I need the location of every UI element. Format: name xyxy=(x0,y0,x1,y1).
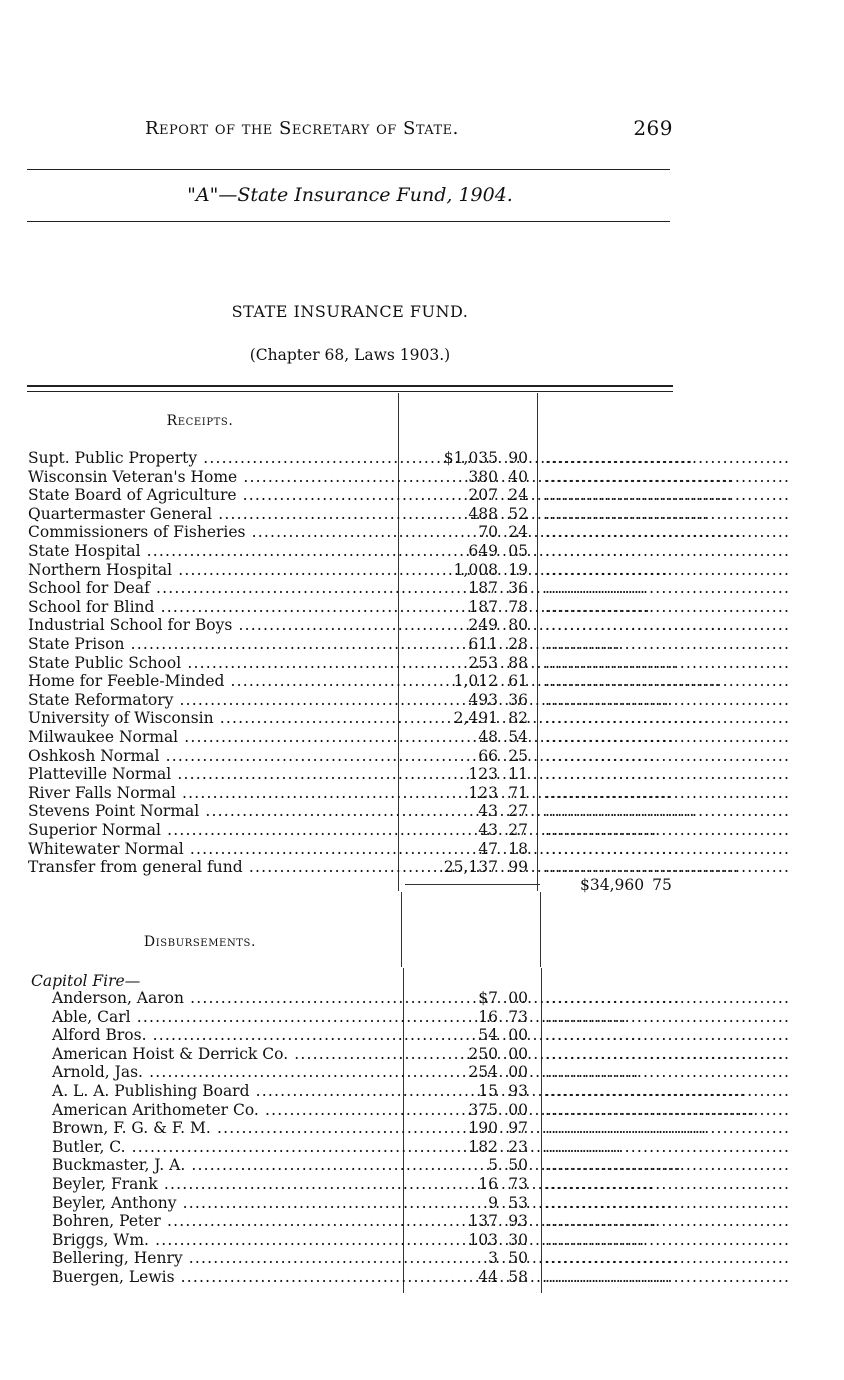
row-cents: 00 xyxy=(508,1063,528,1082)
row-cents: 00 xyxy=(508,1100,528,1119)
row-dollars: 123 xyxy=(468,765,498,784)
row-leader: ........................................ xyxy=(545,839,791,858)
row-cents: 36 xyxy=(508,690,528,709)
table-row xyxy=(0,802,844,821)
row-label: Anderson, Aaron ..... xyxy=(52,989,396,1008)
row-dollars: 2,491 xyxy=(453,709,498,728)
row-label: State Board of Agriculture ..... xyxy=(28,486,394,505)
row-label: Northern Hospital ..... xyxy=(28,561,394,580)
row-cents: 25 xyxy=(508,746,528,765)
row-leader: ........................................ xyxy=(545,709,791,728)
row-leader: ........................................ xyxy=(545,1082,791,1100)
table-row xyxy=(0,523,844,542)
row-label: Platteville Normal ..... xyxy=(28,765,394,784)
row-leader: ........................................ xyxy=(545,579,791,598)
row-leader: ........................................ xyxy=(545,728,791,746)
row-label: American Hoist & Derrick Co. ..... xyxy=(52,1045,396,1064)
table-row xyxy=(0,672,844,691)
row-cents: 19 xyxy=(508,560,528,579)
table-row xyxy=(0,1063,844,1082)
row-leader: ........................................ xyxy=(545,1175,791,1193)
row-label: Arnold, Jas. ..... xyxy=(52,1063,396,1082)
table-row xyxy=(0,1082,844,1101)
row-leader: ........................................ xyxy=(545,1193,791,1212)
row-cents: 24 xyxy=(508,486,528,505)
row-label: Oshkosh Normal ..... xyxy=(28,747,394,766)
row-leader: ........................................ xyxy=(545,1230,791,1249)
table-row xyxy=(0,989,844,1008)
table-row xyxy=(0,1119,844,1138)
row-leader: ........................................ xyxy=(545,449,791,467)
row-cents: 93 xyxy=(508,1212,528,1231)
running-head xyxy=(145,118,673,139)
row-dollars: 649 xyxy=(468,542,498,560)
row-cents: 54 xyxy=(508,728,528,746)
row-leader: ........................................ xyxy=(545,542,791,560)
table-row xyxy=(0,1212,844,1231)
row-cents: 78 xyxy=(508,597,528,616)
row-cents: 18 xyxy=(508,839,528,858)
row-label: Bohren, Peter ..... xyxy=(52,1212,396,1231)
row-label: Superior Normal ..... xyxy=(28,821,394,840)
row-leader: ........................................ xyxy=(545,783,791,802)
row-cents: 73 xyxy=(508,1175,528,1193)
row-dollars: 187 xyxy=(468,579,498,598)
table-row xyxy=(0,635,844,654)
row-leader: ........................................ xyxy=(545,597,791,616)
sum-rule xyxy=(405,884,540,885)
row-label: Bellering, Henry ..... xyxy=(52,1249,396,1268)
table-row xyxy=(0,486,844,505)
row-leader: ........................................ xyxy=(545,560,791,579)
row-dollars: 54 xyxy=(478,1026,498,1045)
row-leader: ........................................ xyxy=(545,821,791,839)
row-label: Able, Carl ..... xyxy=(52,1008,396,1027)
table-row xyxy=(0,654,844,673)
row-label: Home for Feeble-Minded ..... xyxy=(28,672,394,691)
row-cents: 27 xyxy=(508,802,528,821)
row-cents: 00 xyxy=(508,1026,528,1045)
row-dollars: 25,137 xyxy=(443,858,498,877)
row-dollars: 250 xyxy=(468,1044,498,1063)
row-label: State Reformatory ..... xyxy=(28,691,394,710)
row-leader: ........................................ xyxy=(545,1119,791,1138)
row-label: American Arithometer Co. ..... xyxy=(52,1101,396,1120)
fund-chapter: (Chapter 68, Laws 1903.) xyxy=(249,346,451,364)
table-row xyxy=(0,1026,844,1045)
row-label: Beyler, Anthony ..... xyxy=(52,1194,396,1213)
section-subtitle: "A"—State Insurance Fund, 1904. xyxy=(187,184,513,206)
receipts-heading: Receipts. xyxy=(166,413,234,429)
row-label: Milwaukee Normal ..... xyxy=(28,728,394,747)
table-row xyxy=(0,1008,844,1027)
row-label: Wisconsin Veteran's Home ..... xyxy=(28,468,394,487)
row-dollars: 47 xyxy=(478,839,498,858)
table-row xyxy=(0,542,844,561)
row-dollars: 5 xyxy=(488,1156,498,1175)
table-row xyxy=(0,691,844,710)
table-row xyxy=(0,765,844,784)
table-row xyxy=(0,1175,844,1194)
table-row xyxy=(0,728,844,747)
row-dollars: 43 xyxy=(478,821,498,839)
row-label: School for Deaf ..... xyxy=(28,579,394,598)
row-cents: 11 xyxy=(508,765,528,784)
row-label: Industrial School for Boys ..... xyxy=(28,616,394,635)
table-row xyxy=(0,840,844,859)
table-row xyxy=(0,747,844,766)
table-row xyxy=(0,1268,844,1287)
row-cents: 40 xyxy=(508,467,528,486)
row-dollars: 44 xyxy=(478,1268,498,1286)
row-dollars: 3 xyxy=(488,1249,498,1268)
table-row xyxy=(0,821,844,840)
row-dollars: 249 xyxy=(468,616,498,635)
row-dollars: 488 xyxy=(468,504,498,523)
table-row xyxy=(0,1249,844,1268)
row-cents: 97 xyxy=(508,1119,528,1138)
table-row xyxy=(0,1138,844,1157)
row-leader: ........................................ xyxy=(545,802,791,821)
table-row xyxy=(0,784,844,803)
row-label: Briggs, Wm. ..... xyxy=(52,1231,396,1250)
row-leader: ........................................ xyxy=(545,1137,791,1156)
row-dollars: 70 xyxy=(478,523,498,542)
row-dollars: 66 xyxy=(478,746,498,765)
row-label: Whitewater Normal ..... xyxy=(28,840,394,859)
table-row xyxy=(0,1231,844,1250)
row-cents: 93 xyxy=(508,1082,528,1100)
row-cents: 28 xyxy=(508,635,528,653)
row-label: State Hospital ..... xyxy=(28,542,394,561)
table-top-rule xyxy=(27,385,673,392)
row-leader: ........................................ xyxy=(545,1249,791,1268)
table-row xyxy=(0,579,844,598)
row-label: Supt. Public Property ..... xyxy=(28,449,394,468)
row-cents: 99 xyxy=(508,858,528,877)
row-dollars: 375 xyxy=(468,1100,498,1119)
row-dollars: 16 xyxy=(478,1175,498,1193)
total-dollars: $34,960 xyxy=(580,876,645,894)
row-label: River Falls Normal ..... xyxy=(28,784,394,803)
row-cents: 50 xyxy=(508,1249,528,1268)
row-dollars: 137 xyxy=(468,1212,498,1231)
table-row xyxy=(0,561,844,580)
row-leader: ........................................ xyxy=(545,1063,791,1082)
row-dollars: 253 xyxy=(468,653,498,672)
row-cents: 24 xyxy=(508,523,528,542)
row-leader: ........................................ xyxy=(545,765,791,784)
table-row xyxy=(0,468,844,487)
row-cents: 00 xyxy=(508,989,528,1007)
row-cents: 05 xyxy=(508,542,528,560)
row-leader: ........................................ xyxy=(545,486,791,505)
row-label: A. L. A. Publishing Board ..... xyxy=(52,1082,396,1101)
table-row xyxy=(0,449,844,468)
header-rule-bottom xyxy=(27,221,670,222)
page-number: 269 xyxy=(633,116,673,140)
row-leader: ........................................ xyxy=(545,1044,791,1063)
row-cents: 73 xyxy=(508,1007,528,1026)
row-cents: 50 xyxy=(508,1156,528,1175)
row-dollars: 16 xyxy=(478,1007,498,1026)
table-row xyxy=(0,1156,844,1175)
row-dollars: 1,012 xyxy=(453,672,498,691)
running-title: Report of the Secretary of State. xyxy=(145,118,459,139)
row-dollars: 254 xyxy=(468,1063,498,1082)
row-cents: 23 xyxy=(508,1137,528,1156)
row-dollars: 9 xyxy=(488,1193,498,1212)
row-dollars: 103 xyxy=(468,1230,498,1249)
row-dollars: 43 xyxy=(478,802,498,821)
disbursements-heading: Disbursements. xyxy=(143,934,257,950)
table-row xyxy=(0,505,844,524)
row-label: State Prison ..... xyxy=(28,635,394,654)
column-divider-1-lower xyxy=(401,892,402,967)
row-cents: 88 xyxy=(508,653,528,672)
row-cents: 36 xyxy=(508,579,528,598)
row-cents: 27 xyxy=(508,821,528,839)
receipts-total xyxy=(580,876,672,894)
row-dollars: 187 xyxy=(468,597,498,616)
row-dollars: $7 xyxy=(478,989,498,1007)
row-cents: 30 xyxy=(508,1230,528,1249)
row-dollars: 123 xyxy=(468,783,498,802)
row-leader: ........................................ xyxy=(545,467,791,486)
row-cents: 53 xyxy=(508,1193,528,1212)
row-leader: ........................................ xyxy=(545,1026,791,1045)
column-divider-2-lower xyxy=(540,892,541,967)
row-cents: 58 xyxy=(508,1268,528,1286)
table-row xyxy=(0,616,844,635)
row-label: Buergen, Lewis ..... xyxy=(52,1268,396,1287)
row-leader: ........................................ xyxy=(545,1212,791,1231)
row-leader: ........................................ xyxy=(545,653,791,672)
row-leader: ........................................ xyxy=(545,858,791,877)
row-cents: 00 xyxy=(508,1044,528,1063)
table-row xyxy=(0,1045,844,1064)
total-cents: 75 xyxy=(652,876,672,894)
row-label: Commissioners of Fisheries ..... xyxy=(28,523,394,542)
row-label: Stevens Point Normal ..... xyxy=(28,802,394,821)
table-row xyxy=(0,858,844,877)
row-label: Brown, F. G. & F. M. ..... xyxy=(52,1119,396,1138)
row-cents: 90 xyxy=(508,449,528,467)
row-label: University of Wisconsin ..... xyxy=(28,709,394,728)
row-leader: ........................................ xyxy=(545,989,791,1007)
row-label: Butler, C. ..... xyxy=(52,1138,396,1157)
row-leader: ........................................ xyxy=(545,690,791,709)
table-row xyxy=(0,1101,844,1120)
row-dollars: 1,008 xyxy=(453,560,498,579)
row-label: Transfer from general fund ..... xyxy=(28,858,394,877)
row-leader: ........................................ xyxy=(545,523,791,542)
table-row xyxy=(0,598,844,617)
row-dollars: 611 xyxy=(468,635,498,653)
row-dollars: 380 xyxy=(468,467,498,486)
row-label: Alford Bros. ..... xyxy=(52,1026,396,1045)
fund-title: STATE INSURANCE FUND. xyxy=(231,302,469,321)
row-leader: ........................................ xyxy=(545,746,791,765)
row-leader: ........................................ xyxy=(545,1007,791,1026)
row-label: School for Blind ..... xyxy=(28,598,394,617)
row-label: Beyler, Frank ..... xyxy=(52,1175,396,1194)
row-label: State Public School ..... xyxy=(28,654,394,673)
row-leader: ........................................ xyxy=(545,504,791,523)
row-leader: ........................................ xyxy=(545,1100,791,1119)
group-title: Capitol Fire— xyxy=(31,972,141,990)
row-dollars: 48 xyxy=(478,728,498,746)
row-dollars: $1,035 xyxy=(443,449,498,467)
row-cents: 61 xyxy=(508,672,528,691)
row-dollars: 493 xyxy=(468,690,498,709)
row-leader: ........................................ xyxy=(545,635,791,653)
row-leader: ........................................ xyxy=(545,616,791,635)
row-cents: 71 xyxy=(508,783,528,802)
table-row xyxy=(0,709,844,728)
table-row xyxy=(0,1194,844,1213)
row-leader: ........................................ xyxy=(545,1268,791,1286)
row-dollars: 190 xyxy=(468,1119,498,1138)
header-rule-top xyxy=(27,169,670,170)
row-dollars: 15 xyxy=(478,1082,498,1100)
row-cents: 52 xyxy=(508,504,528,523)
row-leader: ........................................ xyxy=(545,672,791,691)
row-label: Buckmaster, J. A. ..... xyxy=(52,1156,396,1175)
row-cents: 82 xyxy=(508,709,528,728)
row-dollars: 207 xyxy=(468,486,498,505)
row-leader: ........................................ xyxy=(545,1156,791,1175)
row-label: Quartermaster General ..... xyxy=(28,505,394,524)
row-dollars: 182 xyxy=(468,1137,498,1156)
row-cents: 80 xyxy=(508,616,528,635)
